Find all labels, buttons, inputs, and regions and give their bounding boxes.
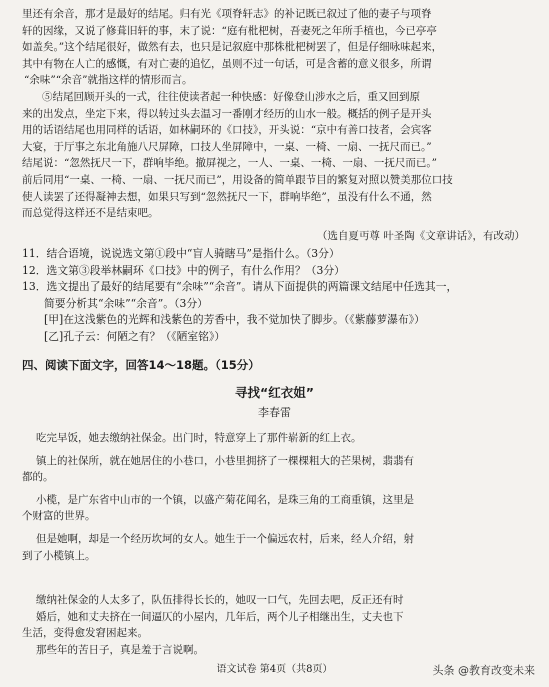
story-line: 到了小榄镇上。 — [22, 549, 96, 562]
story-line: 那些年的苦日子，真是羞于言说啊。 — [36, 643, 204, 656]
story-author: 李春雷 — [258, 406, 291, 419]
option-yi: [乙]孔子云：何陋之有？（《陋室铭》） — [44, 329, 226, 343]
watermark: 头条 @教育改变未来 — [432, 664, 535, 677]
story-line: 吃完早饭，她去缴纳社保金。出门时，特意穿上了那件崭新的红上衣。 — [36, 432, 362, 444]
option-jia: [甲]在这浅紫色的光辉和浅紫色的芳香中，我不觉加快了脚步。（《紫藤萝瀑布》） — [44, 313, 425, 327]
story-line: 都的。 — [22, 471, 54, 484]
passage-line: 大宴，于厅事之东北角施八尺屏障，口技人坐屏障中，一桌、一椅、一扇、一抚尺而已。” — [22, 140, 432, 153]
questions-block — [22, 246, 527, 346]
story-line: 婚后，她和丈夫挤在一间逼仄的小屋内，几年后，两个儿子相继出生，丈夫也下 — [36, 610, 404, 623]
story-line: 小榄，是广东省中山市的一个镇，以盛产菊花闻名，是珠三角的工商重镇，这里是 — [36, 493, 414, 506]
question-12: 12．选文第③段举林嗣环《口技》中的例子，有什么作用？（3分） — [22, 263, 345, 277]
passage-top — [22, 6, 527, 222]
passage-line: “余味”“余音”就指这样的情形而言。 — [24, 74, 193, 87]
passage-line: 用的话语结尾也用同样的话语，如林嗣环的《口技》，开头说：“京中有善口技者，会宾客 — [22, 124, 432, 137]
passage-line: 而总觉得这样还不是结束吧。 — [22, 207, 159, 220]
source-citation: （选自夏丏尊 叶圣陶《文章讲话》，有改动） — [316, 230, 525, 242]
story-line: 个财富的世界。 — [22, 510, 96, 523]
section-header: 四、阅读下面文字，回答14～18题。（15分） — [22, 358, 260, 372]
passage-line: 来的出发点，坐定下来，得以转过头去温习一番刚才经历的山水一般。概括的例子是开头 — [22, 107, 432, 120]
page-footer: 语文试卷 第4页（共8页） — [216, 664, 333, 675]
story-line: 但是她啊，却是一个经历坎坷的女人。她生于一个偏远农村，后来，经人介绍，射 — [36, 532, 414, 545]
story-title: 寻找“红衣姐” — [235, 385, 314, 400]
story-line: 缴纳社保金的人太多了，队伍排得长长的，她叹一口气，先回去吧，反正还有时 — [36, 594, 404, 607]
story-line: 生活，变得愈发窘困起来。 — [22, 627, 148, 640]
question-13-cont: 简要分析其“余味”“余音”。（3分） — [44, 296, 208, 310]
passage-line: 前后同用“一桌、一椅、一扇、一抚尺而已”，用设备的简单跟节目的繁复对照以赞美那位口技 — [22, 173, 453, 186]
passage-line: ⑤结尾回顾开头的一式，往往使读者起一种快感：好像登山涉水之后，重又回到原 — [42, 90, 420, 103]
passage-line: 其中有物在人亡的感慨，有对亡妻的追忆，虽则不过一句话，可是含蓄的意义很多，所谓 — [22, 57, 432, 70]
story-line: 镇上的社保所，就在她居住的小巷口，小巷里拥挤了一棵棵粗大的芒果树，翡翡有 — [36, 454, 414, 467]
passage-line: 如盖矣。”这个结尾很好，做然有去，也只是记叙庭中那株枇杷树罢了，但是仔细咏味起来， — [22, 41, 443, 54]
passage-line: 里还有余音，那才是最好的结尾。归有光《项脊轩志》的补记既已叙过了他的妻子与项脊 — [22, 8, 432, 20]
question-13: 13．选文提出了最好的结尾要有“余味”“余音”。请从下面提供的两篇课文结尾中任选其一， — [22, 280, 458, 294]
passage-line: 结尾说：“忽然抚尺一下，群响毕绝。撤屏视之，一人、一桌、一椅、一扇、一抚尺而已。” — [22, 157, 437, 170]
story-body — [22, 430, 527, 659]
passage-line: 轩的因缘，又说了修葺旧轩的事，末了说：“庭有枇杷树，吾妻死之年所手植也，今已亭亭 — [22, 24, 437, 37]
question-11: 11．结合语境，说说选文第①段中“盲人骑瞎马”是指什么。（3分） — [22, 247, 340, 260]
passage-line: 使人读罢了还得凝神去想，如果只写到“忽然抚尺一下，群响毕绝”，虽没有什么不通，然 — [22, 190, 432, 203]
